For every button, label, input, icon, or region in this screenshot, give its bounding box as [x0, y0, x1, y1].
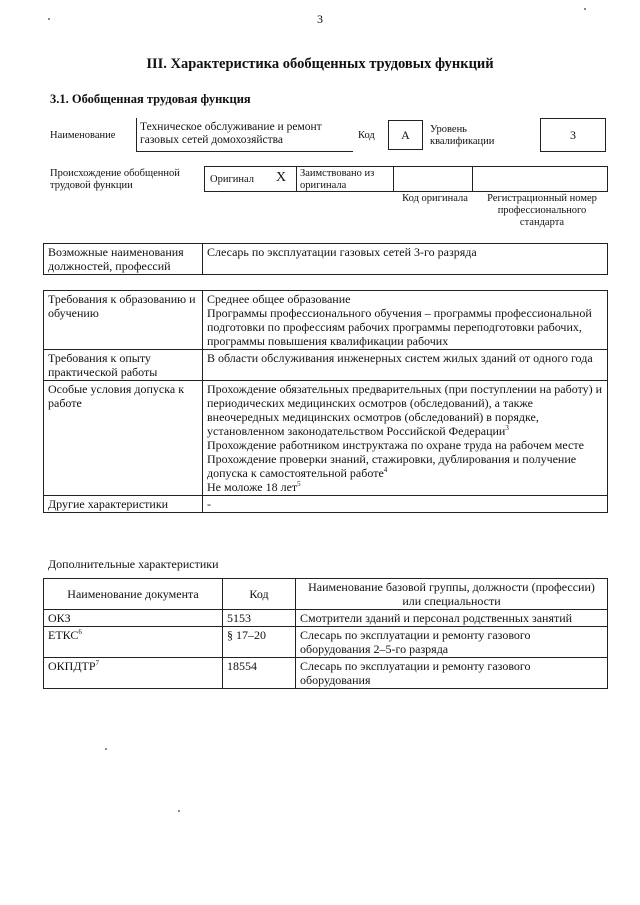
orig-code-label: Код оригинала — [402, 193, 468, 204]
original-label: Оригинал — [210, 174, 254, 185]
header-doc: Наименование документа — [44, 579, 223, 610]
table-row — [44, 610, 608, 627]
footnote-ref: 5 — [297, 480, 301, 488]
reg-num-label: Регистрационный номер профессионального стандарта — [487, 193, 597, 228]
section-heading: III. Характеристика обобщенных трудовых функций — [146, 56, 494, 72]
positions-label: Возможные наименования должностей, профессий — [44, 244, 203, 275]
table-row — [44, 291, 608, 350]
education-line: Среднее общее образование — [207, 292, 351, 306]
requirements-table — [43, 290, 608, 513]
footnote-ref: 3 — [505, 424, 509, 432]
table-row — [44, 658, 608, 689]
doc-cell: ОКПДТР$^7$ — [44, 658, 223, 689]
positions-value: Слесарь по эксплуатации газовых сетей 3-го разряда — [203, 244, 608, 275]
origin-label: Происхождение обобщенной трудовой функции — [50, 168, 180, 191]
table-header-row — [44, 579, 608, 610]
origin-divider-2 — [393, 166, 394, 192]
borrowed-label: Заимствовано из оригинала — [300, 168, 375, 191]
other-value: - — [203, 496, 608, 513]
experience-value: В области обслуживания инженерных систем жилых зданий от одного года — [203, 350, 608, 381]
page-number: 3 — [317, 12, 323, 26]
name-label: Наименование — [50, 130, 116, 141]
doc-cell: ОКЗ — [44, 610, 223, 627]
header-name: Наименование базовой группы, должности (профессии) или специальности — [296, 579, 608, 610]
admission-line: Прохождение работником инструктажа по охране труда на рабочем месте — [207, 438, 584, 452]
original-mark: X — [276, 170, 287, 185]
origin-divider-1 — [296, 166, 297, 192]
admission-line: Не моложе 18 лет$^5$ — [207, 480, 301, 494]
other-label: Другие характеристики — [44, 496, 203, 513]
table-row — [44, 627, 608, 658]
level-label: Уровень квалификации — [430, 124, 495, 147]
scan-speck — [48, 18, 50, 20]
experience-label: Требования к опыту практической работы — [44, 350, 203, 381]
table-row — [44, 350, 608, 381]
level-value: 3 — [540, 118, 606, 152]
additional-table — [43, 578, 608, 689]
scan-speck — [178, 810, 180, 812]
additional-title: Дополнительные характеристики — [48, 557, 219, 571]
name-cell: Смотрители зданий и персонал родственных занятий — [296, 610, 608, 627]
footnote-ref: 4 — [383, 466, 388, 474]
admission-value — [203, 381, 608, 496]
code-cell: 18554 — [223, 658, 296, 689]
admission-line: Прохождение проверки знаний, стажировки, дублирования и получение допуска к самостоятельной работе$^4$ — [207, 452, 577, 480]
scan-speck — [584, 8, 586, 10]
name-value: Техническое обслуживание и ремонт газовых сетей домохозяйства — [140, 121, 322, 146]
positions-table — [43, 243, 608, 275]
name-box — [136, 118, 353, 152]
code-value: А — [388, 120, 423, 150]
education-line: Программы профессионального обучения – программы профессиональной подготовки по профессиям рабочих программы переподготовки рабочих, программы повышения квалификации рабочих — [207, 306, 592, 348]
name-cell: Слесарь по эксплуатации и ремонту газового оборудования 2–5-го разряда — [296, 627, 608, 658]
education-label: Требования к образованию и обучению — [44, 291, 203, 350]
origin-divider-3 — [472, 166, 473, 192]
subsection-heading: 3.1. Обобщенная трудовая функция — [50, 92, 251, 106]
admission-line: Прохождение обязательных предварительных (при поступлении на работу) и периодических медицинских осмотров (обследований), а также внеочередных медицинских осмотров (обследований) в порядке, установленном законодательством Российской Федерации$^3$ — [207, 382, 603, 438]
code-cell: 5153 — [223, 610, 296, 627]
name-cell: Слесарь по эксплуатации и ремонту газового оборудования — [296, 658, 608, 689]
origin-grid — [204, 166, 608, 192]
scan-speck — [105, 748, 107, 750]
table-row — [44, 381, 608, 496]
admission-label: Особые условия допуска к работе — [44, 381, 203, 496]
education-value — [203, 291, 608, 350]
table-row — [44, 496, 608, 513]
code-label: Код — [358, 130, 375, 141]
table-row — [44, 244, 608, 275]
code-cell: § 17–20 — [223, 627, 296, 658]
header-code: Код — [223, 579, 296, 610]
doc-cell: ЕТКС$^6$ — [44, 627, 223, 658]
